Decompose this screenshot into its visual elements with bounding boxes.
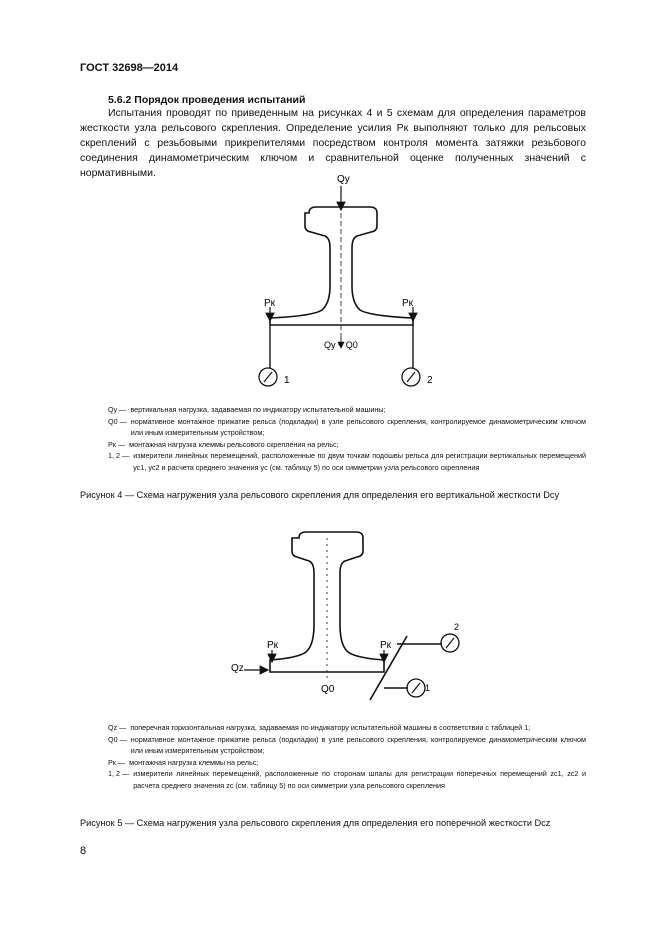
figure4-caption: Рисунок 4 — Схема нагружения узла рельсового скрепления для определения его вертикальной жесткости Dcy [80,490,560,500]
pk-left-label-fig4: Pк [264,298,276,309]
rail-profile-fig5 [270,532,384,672]
pk-right-label-fig5: Pк [380,640,392,651]
figure5-caption: Рисунок 5 — Схема нагружения узла рельсового скрепления для определения его поперечной жесткости Dcz [80,818,551,828]
gauge1-label-fig5: 1 [425,683,431,693]
legend-row: Q0 — нормативное монтажное прижатие рельса (подкладки) в узле рельсового скрепления, контролируемое динамометрическим ключом или иным измерительным устройством; [108,734,586,755]
q0-label-fig5: Q0 [321,684,335,695]
figure4-diagram [259,186,420,386]
gauge2-label-fig4: 2 [427,375,433,386]
page-number: 8 [80,845,87,857]
legend-row: Qy — вертикальная нагрузка, задаваемая по индикатору испытательной машины; [108,405,386,414]
figure5-legend [108,722,586,791]
legend-row: 1, 2 — измерители линейных перемещений, расположенные по сторонам шпалы для регистрации поперечных перемещений zc1, zc2 и расчета среднего значения zc (см. таблицу 5) по оси симметрии узла рельсового скрепления [108,769,586,790]
paragraph-text: Испытания проводят по приведенным на рисунках 4 и 5 схемам для определения параметров жесткости узла рельсового скрепления. Определение усилия Pк выполняют только для рельсовых скреплений с резьбовыми прикрепителями посредством контроля момента затяжки резьбового соединения динамометрическим ключом и сравнительной оценке полученных значений с нормативными. [80,107,586,179]
figure5-diagram [244,532,459,700]
document-header: ГОСТ 32698—2014 [80,62,179,74]
gauge2-label-fig5: 2 [454,622,460,632]
legend-row: Pк — монтажная нагрузка клеммы рельсового скрепления на рельс; [108,439,339,449]
legend-row: 1, 2 — измерители линейных перемещений, расположенные по двум точкам подошвы рельса для регистрации вертикальных перемещений yc1, yc2 и расчета среднего значения yc (см. таблицу 5) по оси симметрии узла рельсового скрепления [108,451,586,472]
qz-label: Qz [231,663,244,674]
gauge1-label-fig4: 1 [284,375,290,386]
figure4-legend [108,404,586,473]
legend-row: Q0 — нормативное монтажное прижатие рельса (подкладки) в узле рельсового скрепления, контролируемое динамометрическим ключом или иным измерительным устройством; [108,416,586,437]
qy-q0-label: Qy + Q0 [324,340,358,350]
legend-row: Pк — монтажная нагрузка клеммы на рельс; [108,757,259,767]
rail-profile-fig4 [270,207,413,325]
section-title: 5.6.2 Порядок проведения испытаний [108,94,306,106]
legend-row: Qz — поперечная горизонтальная нагрузка, задаваемая по индикатору испытательной машины в соответствии с таблицей 1; [108,723,531,732]
pk-left-label-fig5: Pк [267,640,279,651]
qy-label-top: Qy [337,174,350,185]
pk-right-label-fig4: Pк [402,298,414,309]
